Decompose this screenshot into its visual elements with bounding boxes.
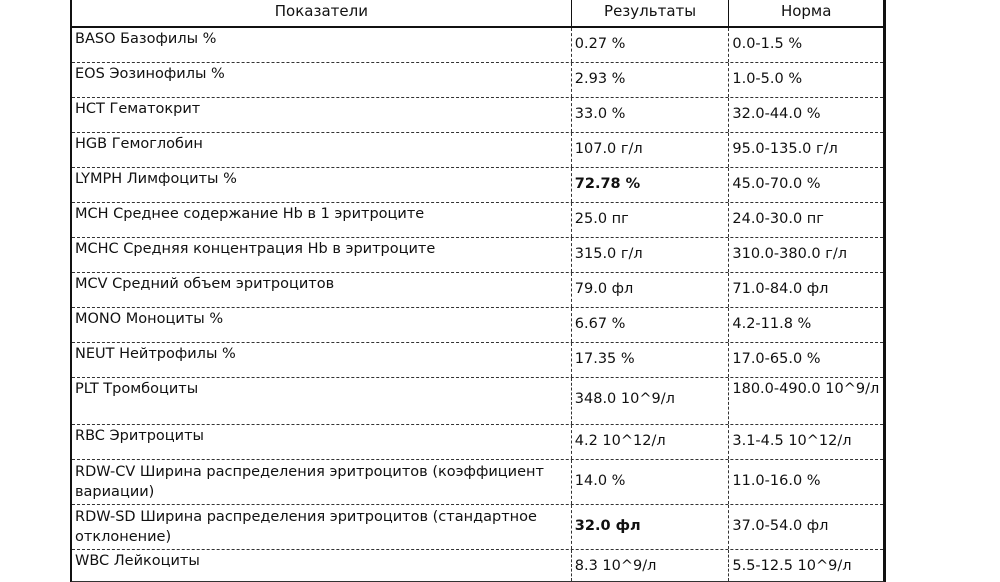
norm-range: 37.0-54.0 фл — [728, 505, 883, 549]
result-value: 79.0 фл — [571, 273, 729, 307]
norm-range: 1.0-5.0 % — [728, 63, 883, 97]
norm-range: 5.5-12.5 10^9/л — [728, 550, 883, 581]
table-row — [72, 238, 883, 273]
norm-range: 11.0-16.0 % — [728, 460, 883, 504]
table-row — [72, 425, 883, 460]
header-norm: Норма — [728, 0, 883, 26]
indicator-name: LYMPH Лимфоциты % — [75, 171, 237, 187]
result-value: 8.3 10^9/л — [571, 550, 729, 581]
result-value: 0.27 % — [571, 28, 729, 62]
result-value: 4.2 10^12/л — [571, 425, 729, 459]
indicator-name: BASO Базофилы % — [75, 31, 217, 47]
norm-range: 4.2-11.8 % — [728, 308, 883, 342]
norm-range: 0.0-1.5 % — [728, 28, 883, 62]
indicator-name: EOS Эозинофилы % — [75, 66, 225, 82]
indicator-name: MCV Средний объем эритроцитов — [75, 276, 335, 292]
table-row — [72, 98, 883, 133]
indicator-name: PLT Тромбоциты — [75, 381, 199, 397]
table-row — [72, 203, 883, 238]
indicator-name: HGB Гемоглобин — [75, 136, 203, 152]
norm-range: 95.0-135.0 г/л — [728, 133, 883, 167]
norm-range: 24.0-30.0 пг — [728, 203, 883, 237]
table-row — [72, 133, 883, 168]
indicator-name: NEUT Нейтрофилы % — [75, 346, 236, 362]
header-results: Результаты — [571, 0, 729, 26]
norm-range: 17.0-65.0 % — [728, 343, 883, 377]
result-value-abnormal: 72.78 % — [571, 168, 729, 202]
indicator-name: RBC Эритроциты — [75, 428, 204, 444]
table-body — [72, 28, 883, 581]
result-value: 348.0 10^9/л — [571, 378, 729, 424]
indicator-name: MCH Среднее содержание Hb в 1 эритроците — [75, 206, 425, 222]
table-row — [72, 63, 883, 98]
table-row — [72, 550, 883, 581]
indicator-name: HCT Гематокрит — [75, 101, 201, 117]
result-value: 17.35 % — [571, 343, 729, 377]
result-value: 33.0 % — [571, 98, 729, 132]
result-value: 315.0 г/л — [571, 238, 729, 272]
indicator-name: WBC Лейкоциты — [75, 553, 200, 569]
result-value: 6.67 % — [571, 308, 729, 342]
indicator-name: MCHC Средняя концентрация Hb в эритроците — [75, 241, 436, 257]
norm-range: 3.1-4.5 10^12/л — [728, 425, 883, 459]
table-row — [72, 378, 883, 425]
result-value: 25.0 пг — [571, 203, 729, 237]
norm-range: 310.0-380.0 г/л — [728, 238, 883, 272]
norm-range: 71.0-84.0 фл — [728, 273, 883, 307]
result-value: 107.0 г/л — [571, 133, 729, 167]
result-value: 14.0 % — [571, 460, 729, 504]
norm-range: 180.0-490.0 10^9/л — [728, 378, 883, 424]
table-row — [72, 308, 883, 343]
table-row — [72, 273, 883, 308]
norm-range: 32.0-44.0 % — [728, 98, 883, 132]
table-row — [72, 460, 883, 505]
table-header-row — [72, 0, 883, 28]
indicator-name: RDW-SD Ширина распределения эритроцитов (стандартное отклонение) — [75, 509, 537, 545]
result-value-abnormal: 32.0 фл — [571, 505, 729, 549]
table-row — [72, 28, 883, 63]
blood-test-table — [70, 0, 886, 582]
header-indicators: Показатели — [274, 2, 368, 20]
indicator-name: RDW-CV Ширина распределения эритроцитов (коэффициент вариации) — [75, 464, 544, 500]
table-row — [72, 505, 883, 550]
table-row — [72, 343, 883, 378]
indicator-name: MONO Моноциты % — [75, 311, 224, 327]
table-row — [72, 168, 883, 203]
result-value: 2.93 % — [571, 63, 729, 97]
norm-range: 45.0-70.0 % — [728, 168, 883, 202]
